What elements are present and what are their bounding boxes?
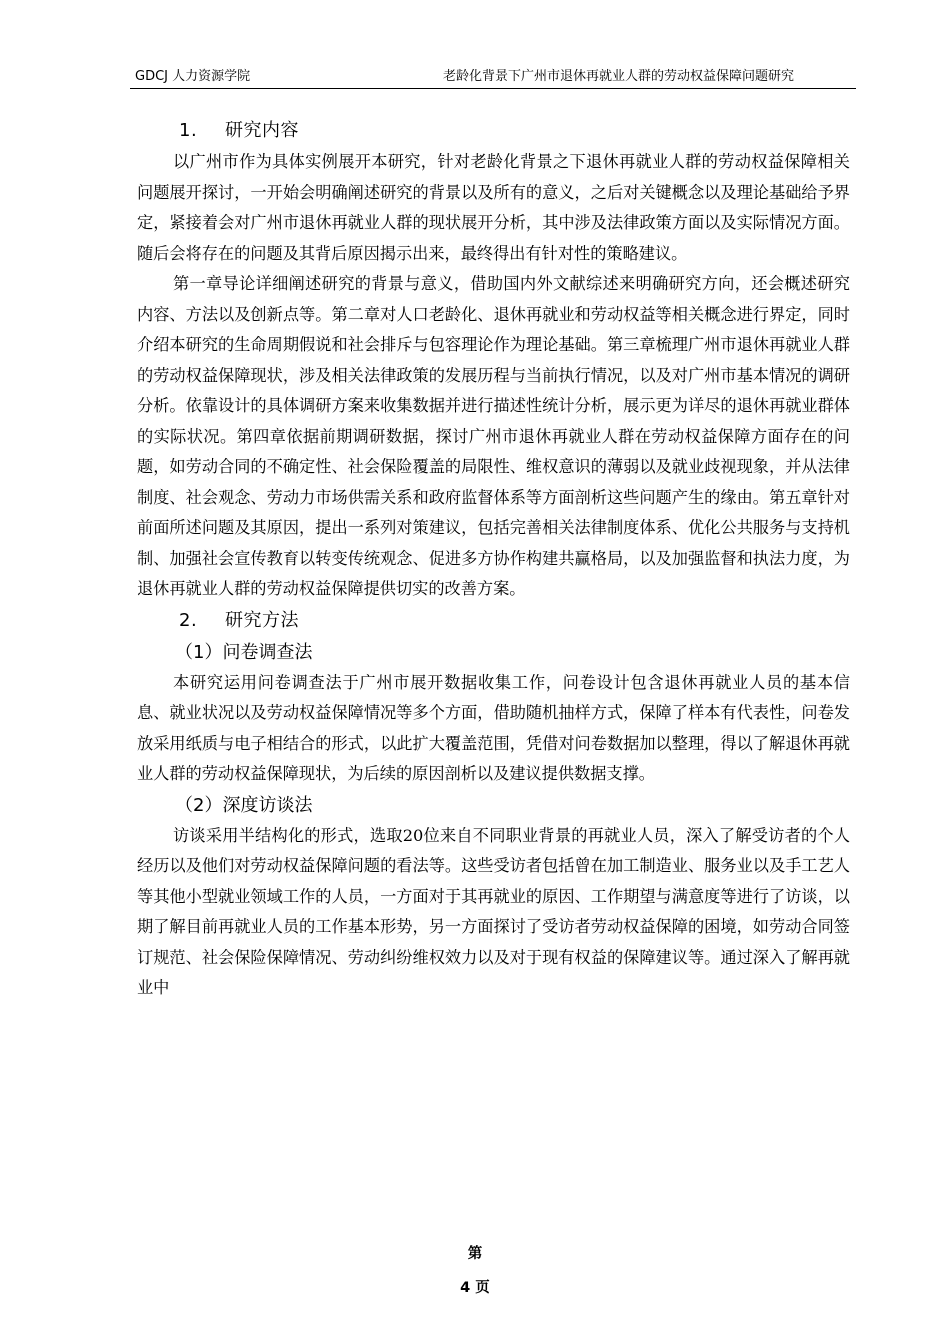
section-number: 2. xyxy=(179,609,198,631)
page-number: 4 页 xyxy=(460,1280,490,1296)
paragraph: 以广州市作为具体实例展开本研究，针对老龄化背景之下退休再就业人群的劳动权益保障相关问题展开探讨，一开始会明确阐述研究的背景以及所有的意义，之后对关键概念以及理论基础给予界定，紧接着会对广州市退休再就业人群的现状展开分析，其中涉及法律政策方面以及实际情况方面。随后会将存在的问题及其背后原因揭示出来，最终得出有针对性的策略建议。 xyxy=(137,152,850,263)
subsection-heading-interview: （2）深度访谈法 xyxy=(175,794,313,816)
paragraph: 访谈采用半结构化的形式，选取20位来自不同职业背景的再就业人员，深入了解受访者的个人经历以及他们对劳动权益保障问题的看法等。这些受访者包括曾在加工制造业、服务业以及手工艺人等其他小型就业领域工作的人员，一方面对于其再就业的原因、工作期望与满意度等进行了访谈，以期了解目前再就业人员的工作基本形势，另一方面探讨了受访者劳动权益保障的困境，如劳动合同签订规范、社会保险保障情况、劳动纠纷维权效力以及对于现有权益的保障建议等。通过深入了解再就业中 xyxy=(137,825,850,997)
subsection-heading-questionnaire: （1）问卷调查法 xyxy=(175,641,313,663)
page-footer-label: 第 xyxy=(467,1246,483,1262)
section-number: 1. xyxy=(179,120,198,141)
section-heading-research-methods xyxy=(137,605,850,637)
page-content xyxy=(137,115,850,1004)
section-title: 研究内容 xyxy=(225,120,299,141)
header-title: 老龄化背景下广州市退休再就业人群的劳动权益保障问题研究 xyxy=(442,69,794,84)
section-title: 研究方法 xyxy=(225,609,299,631)
paragraph: 第一章导论详细阐述研究的背景与意义，借助国内外文献综述来明确研究方向，还会概述研究内容、方法以及创新点等。第二章对人口老龄化、退休再就业和劳动权益等相关概念进行界定，同时介绍本研究的生命周期假说和社会排斥与包容理论作为理论基础。第三章梳理广州市退休再就业人群的劳动权益保障现状，涉及相关法律政策的发展历程与当前执行情况，以及对广州市基本情况的调研分析。依靠设计的具体调研方案来收集数据并进行描述性统计分析，展示更为详尽的退休再就业群体的实际状况。第四章依据前期调研数据，探讨广州市退休再就业人群在劳动权益保障方面存在的问题，如劳动合同的不确定性、社会保险覆盖的局限性、维权意识的薄弱以及就业歧视现象，并从法律制度、社会观念、劳动力市场供需关系和政府监督体系等方面剖析这些问题产生的缘由。第五章针对前面所述问题及其原因，提出一系列对策建议，包括完善相关法律制度体系、优化公共服务与支持机制、加强社会宣传教育以转变传统观念、促进多方协作构建共赢格局，以及加强监督和执法力度，为退休再就业人群的劳动权益保障提供切实的改善方案。 xyxy=(137,274,850,598)
paragraph: 本研究运用问卷调查法于广州市展开数据收集工作，问卷设计包含退休再就业人员的基本信息、就业状况以及劳动权益保障情况等多个方面，借助随机抽样方式，保障了样本有代表性，问卷发放采用纸质与电子相结合的形式，以此扩大覆盖范围，凭借对问卷数据加以整理，得以了解退休再就业人群的劳动权益保障现状，为后续的原因剖析以及建议提供数据支撑。 xyxy=(137,672,850,783)
section-heading-research-content xyxy=(137,115,850,147)
page-header xyxy=(130,68,856,89)
header-institution: GDCJ 人力资源学院 xyxy=(135,69,251,84)
